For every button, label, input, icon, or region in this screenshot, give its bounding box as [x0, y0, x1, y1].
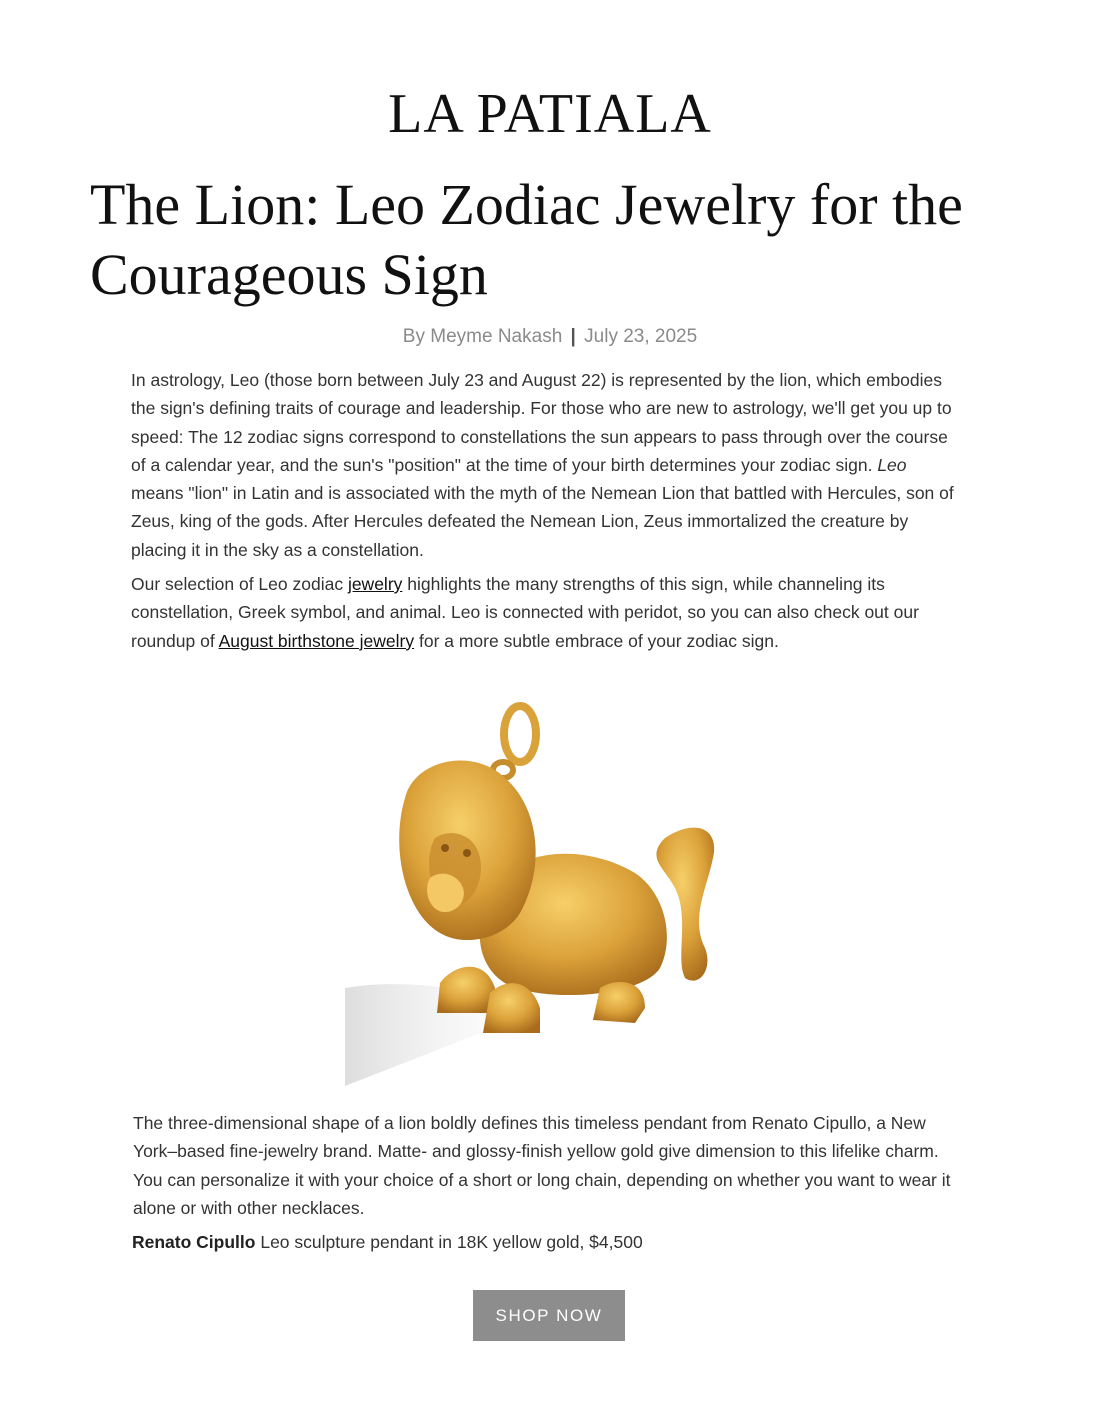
product-name-price: Leo sculpture pendant in 18K yellow gold, $4,500	[255, 1232, 643, 1252]
lion-pendant-illustration	[345, 688, 755, 1086]
august-birthstone-link[interactable]: August birthstone jewelry	[218, 630, 415, 651]
byline-prefix: By	[402, 326, 425, 347]
intro-p2-text-a: Our selection of Leo zodiac	[131, 574, 348, 595]
jewelry-link[interactable]: jewelry	[347, 574, 403, 595]
article-byline	[0, 326, 1100, 348]
byline-author: Meyme Nakash	[430, 326, 563, 347]
intro-paragraph-2	[131, 570, 961, 655]
byline-date: July 23, 2025	[584, 326, 698, 347]
byline-separator: |	[570, 326, 576, 347]
article-intro	[131, 366, 961, 661]
intro-paragraph-1	[131, 366, 961, 564]
intro-p2-text-b: highlights the many strengths of this sign, while channeling its constellation, Greek symbol, and animal. Leo is connected with peridot, so you can also check out our roundup of	[131, 574, 919, 651]
site-logo[interactable]: LA PATIALA	[388, 83, 712, 145]
lion-pendant-image[interactable]	[345, 688, 755, 1086]
product-title-price	[132, 1228, 962, 1256]
intro-p1-text-b: means "lion" in Latin and is associated with the myth of the Nemean Lion that battled with Hercules, son of Zeus, king of the gods. After Hercules defeated the Nemean Lion, Zeus immortalized the creature by placing it in the sky as a constellation.	[131, 483, 954, 560]
intro-p2-text-c: for a more subtle embrace of your zodiac sign.	[414, 630, 779, 651]
intro-p1-italic-leo: Leo	[877, 454, 907, 475]
product-description: The three-dimensional shape of a lion boldly defines this timeless pendant from Renato Cipullo, a New York–based fine-jewelry brand. Matte- and glossy-finish yellow gold give dimension to this lifelike charm. You can personalize it with your choice of a short or long chain, depending on whether you want to wear it alone or with other necklaces.	[133, 1113, 951, 1218]
article-title: The Lion: Leo Zodiac Jewelry for the Courageous Sign	[90, 172, 963, 307]
intro-p1-text-a: In astrology, Leo (those born between July 23 and August 22) is represented by the lion, which embodies the sign's defining traits of courage and leadership. For those who are new to astrology, we'll get you up to speed: The 12 zodiac signs correspond to constellations the sun appears to pass through over the course of a calendar year, and the sun's "position" at the time of your birth determines your zodiac sign.	[131, 370, 952, 475]
product-brand: Renato Cipullo	[132, 1232, 256, 1252]
shop-now-button[interactable]: SHOP NOW	[473, 1290, 625, 1341]
